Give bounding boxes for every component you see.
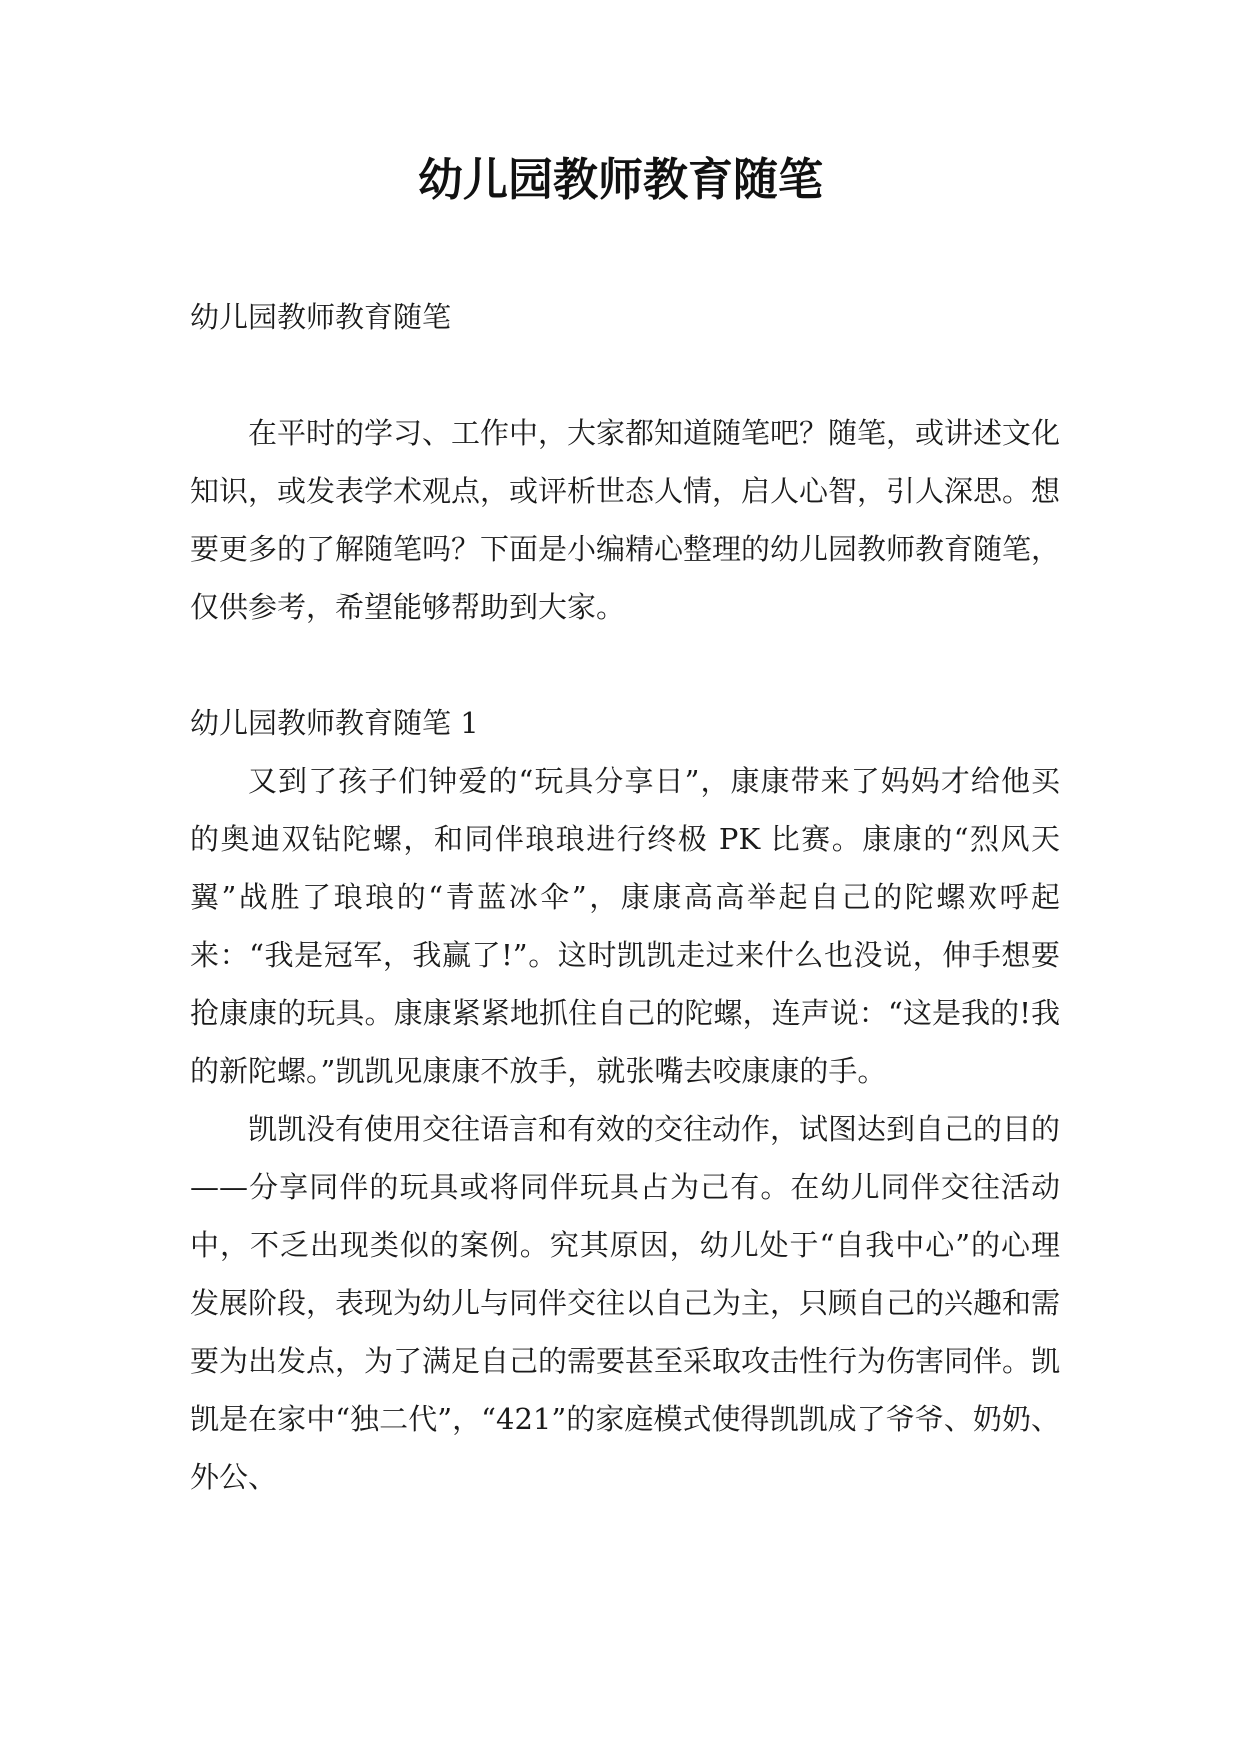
section-heading: 幼儿园教师教育随笔 1: [190, 706, 479, 740]
body-paragraph-1: 又到了孩子们钟爱的“玩具分享日”，康康带来了妈妈才给他买的奥迪双钻陀螺，和同伴琅琅进行终极 PK 比赛。康康的“烈风天翼”战胜了琅琅的“青蓝冰伞”，康康高高举起自己的陀螺欢呼起来：“我是冠军，我赢了!”。这时凯凯走过来什么也没说，伸手想要抢康康的玩具。康康紧紧地抓住自己的陀螺，连声说：“这是我的!我的新陀螺。”凯凯见康康不放手，就张嘴去咬康康的手。: [190, 764, 1060, 1088]
body-paragraph-2: 凯凯没有使用交往语言和有效的交往动作，试图达到自己的目的——分享同伴的玩具或将同伴玩具占为己有。在幼儿同伴交往活动中，不乏出现类似的案例。究其原因，幼儿处于“自我中心”的心理发展阶段，表现为幼儿与同伴交往以自己为主，只顾自己的兴趣和需要为出发点，为了满足自己的需要甚至采取攻击性行为伤害同伴。凯凯是在家中“独二代”，“421”的家庭模式使得凯凯成了爷爷、奶奶、外公、: [190, 1112, 1061, 1494]
intro-paragraph: 在平时的学习、工作中，大家都知道随笔吧？随笔，或讲述文化知识，或发表学术观点，或评析世态人情，启人心智，引人深思。想要更多的了解随笔吗？下面是小编精心整理的幼儿园教师教育随笔，仅供参考，希望能够帮助到大家。: [190, 416, 1061, 624]
document-subtitle: 幼儿园教师教育随笔: [190, 300, 452, 334]
document-body: [190, 288, 1060, 1506]
document-title: 幼儿园教师教育随笔: [417, 153, 823, 206]
